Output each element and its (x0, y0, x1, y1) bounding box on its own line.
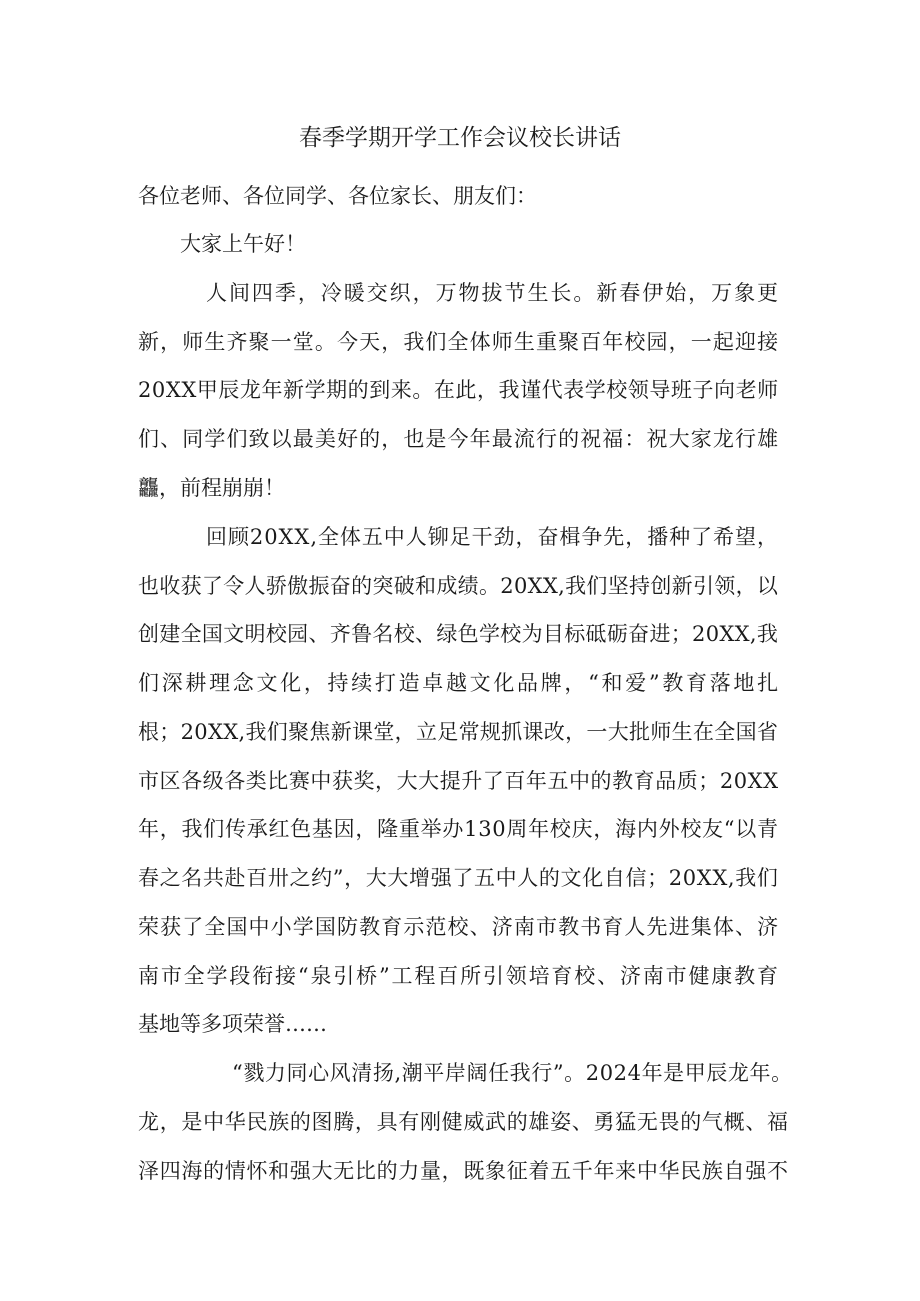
paragraph-3-line-2: 龙，是中华民族的图腾，具有刚健威武的雄姿、勇猛无畏的气概、福 (138, 1110, 789, 1134)
paragraph-2-line-11: 基地等多项荣誉…… (138, 1012, 327, 1036)
paragraph-1-line-5: 龘，前程崩崩！ (138, 476, 285, 500)
paragraph-2-line-8: 春之名共赴百卅之约”，大大增强了五中人的文化自信；20XX,我们 (138, 866, 779, 890)
paragraph-2-line-3: 创建全国文明校园、齐鲁名校、绿色学校为目标砥砺奋进；20XX,我 (138, 622, 779, 646)
paragraph-1-line-3: 20XX甲辰龙年新学期的到来。在此，我谨代表学校领导班子向老师 (138, 378, 779, 402)
salutation-line: 各位老师、各位同学、各位家长、朋友们： (138, 184, 537, 208)
paragraph-1-line-2: 新，师生齐聚一堂。今天，我们全体师生重聚百年校园，一起迎接 (138, 330, 780, 354)
paragraph-2-line-6: 市区各级各类比赛中获奖，大大提升了百年五中的教育品质；20XX (138, 769, 779, 793)
paragraph-1-line-4: 们、同学们致以最美好的，也是今年最流行的祝福：祝大家龙行雄 (138, 427, 780, 451)
paragraph-2-line-9: 荣获了全国中小学国防教育示范校、济南市教书育人先进集体、济 (138, 915, 780, 939)
paragraph-2-line-7: 年，我们传承红色基因，隆重举办130周年校庆，海内外校友“以青 (138, 817, 779, 841)
paragraph-3-line-1: “戮力同心风清扬,潮平岸阔任我行”。2024年是甲辰龙年。 (232, 1061, 793, 1085)
paragraph-2-line-2: 也收获了令人骄傲振奋的突破和成绩。20XX,我们坚持创新引领，以 (138, 574, 779, 598)
document-title: 春季学期开学工作会议校长讲话 (299, 125, 621, 151)
paragraph-2-line-4: 们深耕理念文化，持续打造卓越文化品牌，“和爱”教育落地扎 (138, 671, 781, 695)
greeting-line: 大家上午好！ (180, 232, 306, 256)
paragraph-3-line-3: 泽四海的情怀和强大无比的力量，既象征着五千年来中华民族自强不 (138, 1159, 789, 1183)
paragraph-1-line-1: 人间四季，冷暖交织，万物拔节生长。新春伊始，万象更 (206, 281, 780, 305)
paragraph-2-line-10: 南市全学段衔接“泉引桥”工程百所引领培育校、济南市健康教育 (138, 964, 780, 988)
paragraph-2-line-5: 根；20XX,我们聚焦新课堂，立足常规抓课改，一大批师生在全国省 (138, 720, 779, 744)
paragraph-2-line-1: 回顾20XX,全体五中人铆足干劲，奋楫争先，播种了希望， (206, 525, 779, 549)
